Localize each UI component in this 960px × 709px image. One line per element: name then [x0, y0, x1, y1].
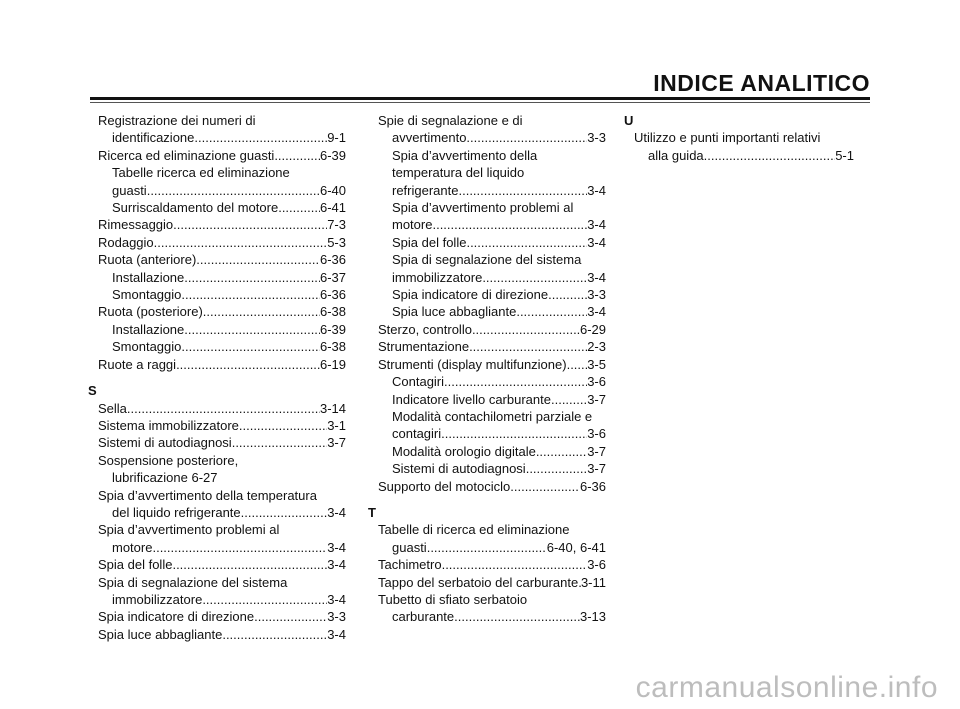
dot-leader [232, 434, 328, 451]
entry-term: Tappo del serbatoio del carburante [378, 574, 579, 590]
entry-term: Supporto del motociclo [378, 478, 511, 494]
entry-page-ref: 3-4 [587, 269, 606, 285]
index-entry [368, 556, 606, 573]
index-entry: Tubetto di sfiato serbatoio [378, 591, 528, 607]
index-entry: Spia d’avvertimento della [392, 147, 538, 163]
dot-leader [536, 443, 587, 460]
dot-leader [181, 338, 320, 355]
entry-page-ref: 6-36 [579, 478, 606, 494]
index-entry [88, 269, 346, 286]
index-entry [88, 147, 346, 164]
index-entry [88, 556, 346, 573]
dot-leader [254, 608, 327, 625]
entry-page-ref: 3-1 [327, 417, 346, 433]
entry-page-ref: 3-13 [579, 609, 606, 625]
entry-term: del liquido refrigerante [112, 504, 241, 520]
entry-term: Strumenti (display multifunzione) [378, 356, 567, 372]
dot-leader [441, 425, 587, 442]
index-entry: Spia d’avvertimento problemi al [98, 522, 280, 538]
entry-term: Sistemi di autodiagnosi [98, 435, 232, 451]
dot-leader [202, 591, 327, 608]
entry-term: immobilizzatore [112, 591, 203, 607]
entry-page-ref: 3-4 [327, 591, 346, 607]
entry-term: motore [392, 217, 433, 233]
entry-page-ref: 6-40, 6-41 [546, 539, 606, 555]
index-section-letter: S [88, 383, 97, 399]
dot-leader [152, 539, 327, 556]
entry-page-ref: 6-19 [319, 356, 346, 372]
index-entry [368, 269, 606, 286]
index-entry [368, 460, 606, 477]
entry-term: contagiri [392, 426, 442, 442]
index-entry [88, 417, 346, 434]
entry-term: Smontaggio [112, 339, 182, 355]
index-entry [88, 216, 346, 233]
index-entry [368, 425, 606, 442]
dot-leader [442, 556, 588, 573]
entry-term: refrigerante [392, 182, 459, 198]
dot-leader [548, 286, 587, 303]
entry-page-ref: 3-11 [580, 574, 606, 590]
entry-term: Ruote a raggi [98, 356, 177, 372]
entry-term: Spia luce abbagliante [392, 304, 517, 320]
index-entry [624, 147, 854, 164]
entry-term: Installazione [112, 321, 185, 337]
entry-term: Contagiri [392, 374, 445, 390]
index-entry: Tabelle ricerca ed eliminazione [112, 165, 290, 181]
entry-term: Installazione [112, 269, 185, 285]
entry-term: Sterzo, controllo [378, 321, 472, 337]
entry-term: Sistema immobilizzatore [98, 417, 239, 433]
entry-page-ref: 3-4 [587, 234, 606, 250]
dot-leader [184, 321, 320, 338]
dot-leader [432, 216, 587, 233]
dot-leader [239, 417, 327, 434]
dot-leader [567, 356, 588, 373]
dot-leader [427, 539, 547, 556]
entry-page-ref: 7-3 [327, 217, 346, 233]
entry-page-ref: 3-7 [587, 443, 606, 459]
entry-term: carburante [392, 609, 455, 625]
index-column-3 [624, 112, 854, 164]
entry-term: Smontaggio [112, 287, 182, 303]
index-entry: Spia d’avvertimento della temperatura [98, 487, 317, 503]
entry-term: Spia indicatore di direzione [392, 287, 549, 303]
index-entry [368, 443, 606, 460]
entry-page-ref: 3-6 [587, 426, 606, 442]
index-entry: Modalità contachilometri parziale e [392, 408, 593, 424]
entry-page-ref: 3-4 [327, 626, 346, 642]
entry-term: Rimessaggio [98, 217, 174, 233]
watermark: carmanualsonline.info [635, 671, 938, 704]
entry-page-ref: 3-4 [587, 304, 606, 320]
index-entry [368, 303, 606, 320]
dot-leader [510, 478, 580, 495]
entry-page-ref: 6-39 [319, 321, 346, 337]
entry-term: alla guida [648, 147, 704, 163]
index-entry [88, 303, 346, 320]
entry-page-ref: 6-38 [319, 304, 346, 320]
entry-term: Tachimetro [378, 557, 442, 573]
entry-page-ref: 2-3 [587, 339, 606, 355]
index-column-1 [88, 112, 346, 643]
entry-page-ref: 9-1 [327, 130, 346, 146]
index-entry [88, 539, 346, 556]
entry-page-ref: 3-4 [587, 217, 606, 233]
index-entry [88, 338, 346, 355]
dot-leader [466, 234, 587, 251]
dot-leader [472, 321, 580, 338]
entry-term: guasti [112, 182, 147, 198]
index-entry [88, 608, 346, 625]
index-entry: Spia di segnalazione del sistema [98, 574, 288, 590]
entry-page-ref: 3-6 [587, 374, 606, 390]
index-entry: Spia d’avvertimento problemi al [392, 200, 574, 216]
entry-page-ref: 3-5 [587, 356, 606, 372]
dot-leader [454, 608, 580, 625]
entry-page-ref: 6-38 [319, 339, 346, 355]
dot-leader [466, 129, 587, 146]
entry-page-ref: 3-4 [327, 539, 346, 555]
dot-leader [551, 391, 587, 408]
entry-term: Strumentazione [378, 339, 470, 355]
dot-leader [194, 129, 327, 146]
index-entry [88, 591, 346, 608]
entry-page-ref: 6-29 [579, 321, 606, 337]
entry-page-ref: 5-1 [835, 147, 854, 163]
index-entry [368, 391, 606, 408]
entry-page-ref: 3-4 [327, 557, 346, 573]
entry-term: motore [112, 539, 153, 555]
index-entry [368, 286, 606, 303]
entry-term: Rodaggio [98, 234, 154, 250]
entry-page-ref: 6-37 [319, 269, 346, 285]
dot-leader [274, 147, 320, 164]
entry-page-ref: 3-6 [587, 557, 606, 573]
dot-leader [172, 556, 327, 573]
dot-leader [482, 269, 587, 286]
entry-page-ref: 3-7 [587, 461, 606, 477]
entry-page-ref: 3-3 [587, 130, 606, 146]
dot-leader [127, 400, 320, 417]
index-entry [88, 400, 346, 417]
entry-term: Surriscaldamento del motore [112, 200, 279, 216]
index-entry [88, 251, 346, 268]
index-entry [368, 129, 606, 146]
dot-leader [469, 338, 587, 355]
dot-leader [147, 182, 320, 199]
index-entry [368, 608, 606, 625]
entry-term: Spia del folle [392, 234, 467, 250]
entry-term: Ruota (anteriore) [98, 252, 197, 268]
entry-page-ref: 3-4 [587, 182, 606, 198]
index-entry [368, 182, 606, 199]
entry-term: Ruota (posteriore) [98, 304, 203, 320]
index-entry: Spia di segnalazione del sistema [392, 252, 582, 268]
dot-leader [222, 626, 327, 643]
index-entry [368, 216, 606, 233]
entry-term: Indicatore livello carburante [392, 391, 551, 407]
entry-term: avvertimento [392, 130, 467, 146]
entry-page-ref: 3-4 [327, 504, 346, 520]
index-entry [88, 434, 346, 451]
entry-term: identificazione [112, 130, 195, 146]
dot-leader [516, 303, 587, 320]
index-entry [368, 478, 606, 495]
index-entry [368, 539, 606, 556]
dot-leader [458, 182, 587, 199]
entry-term: Modalità orologio digitale [392, 443, 536, 459]
dot-leader [444, 373, 587, 390]
index-entry [368, 373, 606, 390]
index-section-letter: U [624, 113, 634, 128]
entry-term: Spia luce abbagliante [98, 626, 223, 642]
dot-leader [278, 199, 320, 216]
entry-page-ref: 3-3 [587, 287, 606, 303]
entry-term: Spia del folle [98, 557, 173, 573]
entry-page-ref: 6-39 [319, 147, 346, 163]
index-entry [368, 574, 606, 591]
dot-leader [154, 234, 328, 251]
dot-leader [184, 269, 320, 286]
entry-term: immobilizzatore [392, 269, 483, 285]
index-section-letter: T [368, 504, 376, 520]
dot-leader [704, 147, 836, 164]
entry-page-ref: 6-36 [319, 287, 346, 303]
index-entry [88, 626, 346, 643]
entry-page-ref: 5-3 [327, 234, 346, 250]
index-entry [88, 356, 346, 373]
entry-page-ref: 6-41 [319, 200, 346, 216]
index-entry [88, 199, 346, 216]
index-entry [368, 338, 606, 355]
entry-page-ref: 3-3 [327, 609, 346, 625]
index-entry [368, 356, 606, 373]
dot-leader [176, 356, 320, 373]
page-title: INDICE ANALITICO [653, 70, 870, 96]
index-entry: Tabelle di ricerca ed eliminazione [378, 522, 570, 538]
entry-page-ref: 6-40 [319, 182, 346, 198]
title-rule [90, 97, 870, 100]
dot-leader [526, 460, 588, 477]
entry-page-ref: 3-7 [327, 435, 346, 451]
entry-term: Ricerca ed eliminazione guasti [98, 147, 275, 163]
index-entry [88, 129, 346, 146]
index-entry: Sospensione posteriore, [98, 452, 239, 468]
index-entry: temperatura del liquido [392, 165, 525, 181]
entry-page-ref: 6-36 [319, 252, 346, 268]
entry-term: guasti [392, 539, 427, 555]
index-entry: Utilizzo e punti importanti relativi [634, 130, 821, 146]
index-entry [368, 234, 606, 251]
dot-leader [173, 216, 327, 233]
entry-term: Sistemi di autodiagnosi [392, 461, 526, 477]
index-entry [88, 286, 346, 303]
index-entry: Spie di segnalazione e di [378, 113, 523, 128]
index-entry [368, 321, 606, 338]
index-column-2 [368, 112, 606, 626]
entry-page-ref: 3-14 [319, 400, 346, 416]
index-entry [88, 182, 346, 199]
index-entry: lubrificazione 6-27 [112, 470, 218, 486]
dot-leader [241, 504, 328, 521]
entry-page-ref: 3-7 [587, 391, 606, 407]
index-entry [88, 234, 346, 251]
dot-leader [196, 251, 320, 268]
entry-term: Spia indicatore di direzione [98, 609, 255, 625]
dot-leader [203, 303, 320, 320]
index-entry [88, 504, 346, 521]
index-entry: Registrazione dei numeri di [98, 113, 256, 128]
dot-leader [181, 286, 320, 303]
index-entry [88, 321, 346, 338]
entry-term: Sella [98, 400, 127, 416]
